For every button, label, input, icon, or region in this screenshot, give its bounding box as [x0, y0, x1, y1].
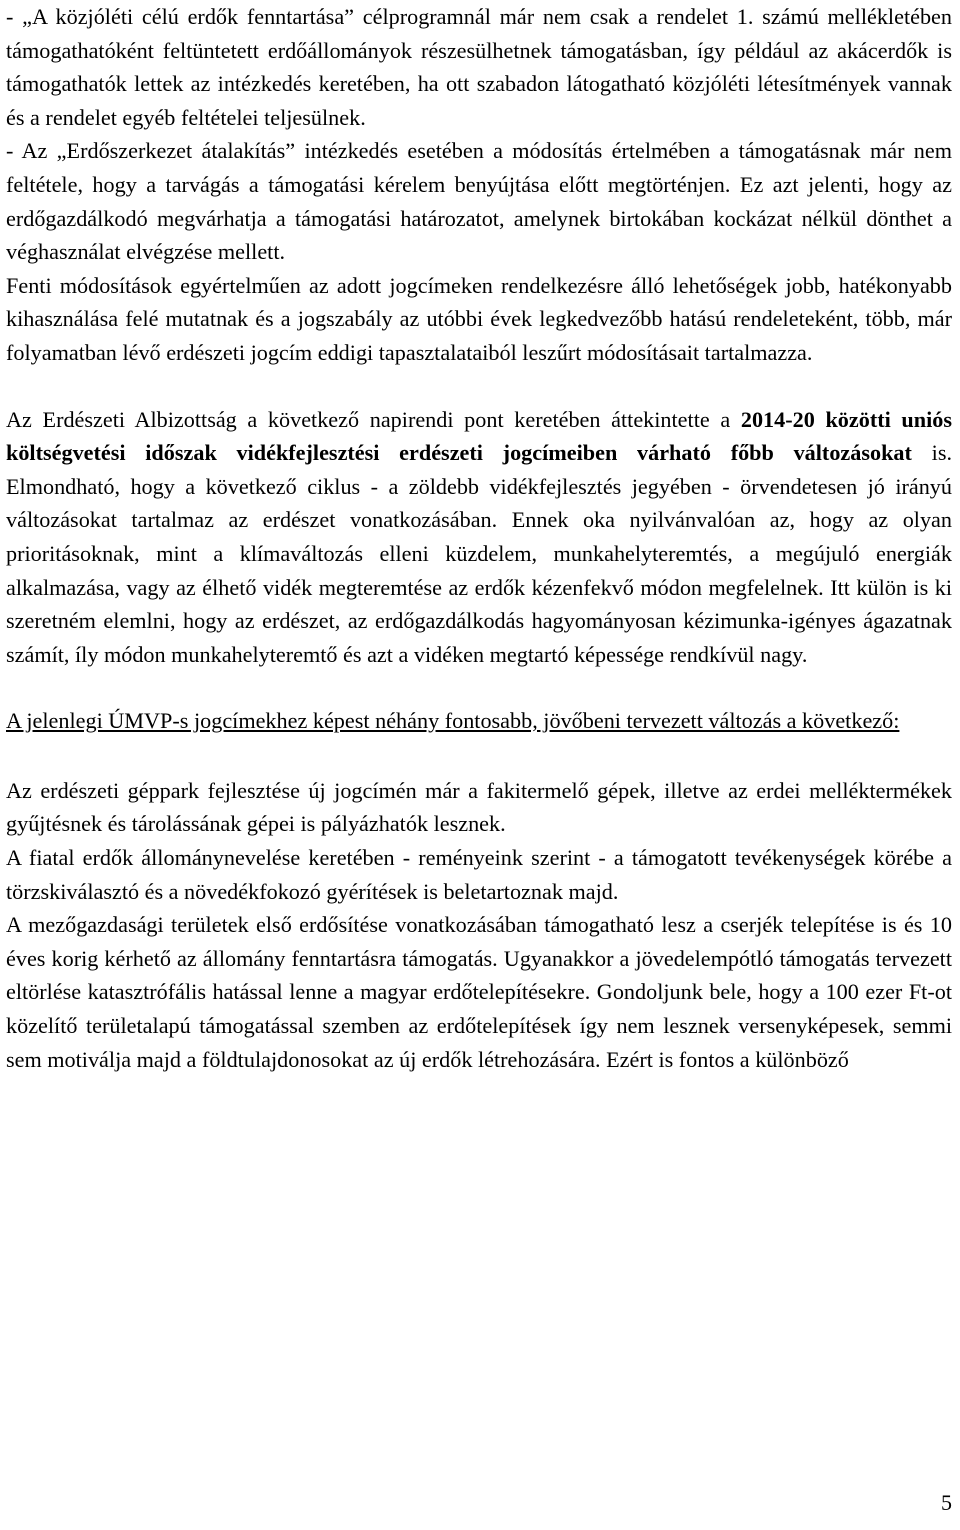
paragraph-fenti-modositasok: Fenti módosítások egyértelműen az adott jogcímeken rendelkezésre álló lehetőségek jobb, hatékonyabb kihasználása felé mutatnak és a jogszabály az utóbbi évek legkedvezőbb hatású rendeleteként, több, már folyamatban lévő erdészeti jogcím eddigi tapasztalataiból leszűrt módosításait tartalmazza.	[6, 272, 952, 365]
page-number: 5	[941, 1490, 952, 1515]
paragraph-fiatal-erdok: A fiatal erdők állománynevelése keretében - reményeink szerint - a támogatott tevékenységek körébe a törzskiválasztó és a növedékfokozó gyérítések is beletartoznak majd.	[6, 845, 952, 904]
paragraph-elso-erdosites: A mezőgazdasági területek első erdősítése vonatkozásában támogatható lesz a cserjék telepítése is és 10 éves korig kérhető az állomány fenntartásra támogatás. Ugyanakkor a jövedelempótló támogatás tervezett eltörlése katasztrófális hatással lenne a magyar erdőtelepítésekre. Gondoljunk bele, hogy a 100 ezer Ft-ot közelítő területalapú támogatással szemben az erdőtelepítések így nem lesznek versenyképesek, semmi sem motiválja majd a földtulajdonosokat az új erdők létrehozására. Ezért is fontos a különböző	[6, 912, 952, 1072]
document-page	[6, 0, 952, 1076]
spacer	[6, 671, 952, 704]
paragraph-erdoszerkezet: - Az „Erdőszerkezet átalakítás” intézkedés esetében a módosítás értelmében a támogatásnak már nem feltétele, hogy a tarvágás a támogatási kérelem benyújtása előtt megtörténjen. Ez azt jelenti, hogy az erdőgazdálkodó megvárhatja a támogatási határozatot, amelynek birtokában kockázat nélkül dönthet a véghasználat elvégzése mellett.	[6, 138, 952, 265]
spacer	[6, 738, 952, 774]
albizottsag-bold-text: 2014-20 közötti uniós költségvetési időszak vidékfejlesztési erdészeti jogcímeiben várható főbb változásokat	[6, 406, 952, 466]
paragraph-albizottsag	[6, 403, 952, 672]
section-heading: A jelenlegi ÚMVP-s jogcímekhez képest néhány fontosabb, jövőbeni tervezett változás a következő:	[6, 708, 900, 734]
paragraph-geppark: Az erdészeti géppark fejlesztése új jogcímén már a fakitermelő gépek, illetve az erdei melléktermékek gyűjtésnek és tárolássának gépei is pályázhatók lesznek.	[6, 777, 952, 837]
spacer	[6, 370, 952, 403]
paragraph-kozjoleti-erdok: - „A közjóléti célú erdők fenntartása” célprogramnál már nem csak a rendelet 1. számú mellékletében támogathatóként feltüntetett erdőállományok részesülhetnek támogatásban, így például az akácerdők is támogathatók lettek az intézkedés keretében, ha ott szabadon látogatható közjóléti létesítmények vannak és a rendelet egyéb feltételei teljesülnek.	[6, 4, 952, 130]
albizottsag-rest-text: is. Elmondható, hogy a következő ciklus - a zöldebb vidékfejlesztés jegyében - örvendetesen jó irányú változásokat tartalmaz az erdészet vonatkozásában. Ennek oka nyilvánvalóan az, hogy az olyan prioritásoknak, mint a klímaváltozás elleni küzdelem, munkahelyteremtés, a megújuló energiák alkalmazása, vagy az élhető vidék megteremtése az erdők kézenfekvő módon megfelelnek. Itt külön is ki szeretném elemlni, hogy az erdészet, az erdőgazdálkodás hagyományosan kézimunka-igényes ágazatnak számít, íly módon munkahelyteremtő és azt a vidéken megtartó képessége rendkívül nagy.	[6, 440, 952, 667]
albizottsag-intro-text: Az Erdészeti Albizottság a következő napirendi pont keretében áttekintette a	[6, 406, 741, 432]
